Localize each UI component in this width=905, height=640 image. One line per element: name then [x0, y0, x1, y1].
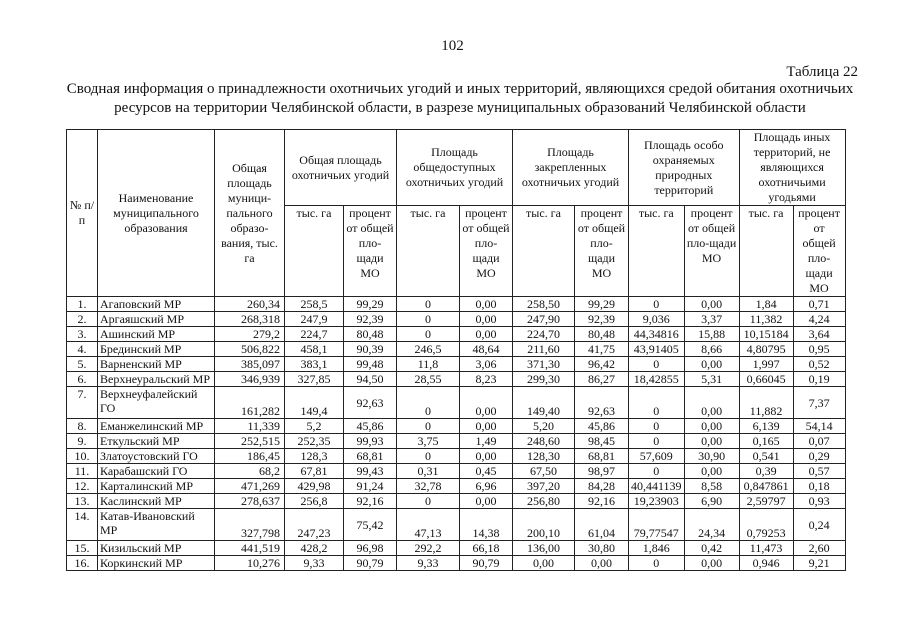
cell-public-percent: 1,49 — [460, 434, 513, 449]
cell-protected-percent: 0,00 — [684, 387, 739, 419]
cell-public-area: 0 — [397, 327, 460, 342]
cell-public-area: 0,31 — [397, 464, 460, 479]
cell-hunting-area: 458,1 — [285, 342, 344, 357]
cell-public-percent: 3,06 — [460, 357, 513, 372]
subheader-thousand-ha: тыс. га — [285, 206, 344, 297]
cell-hunting-percent: 90,39 — [344, 342, 397, 357]
cell-hunting-percent: 80,48 — [344, 327, 397, 342]
cell-assigned-percent: 92,16 — [575, 494, 629, 509]
cell-protected-percent: 24,34 — [684, 509, 739, 541]
cell-municipality: Верхнеуральский МР — [98, 372, 215, 387]
cell-number: 12. — [67, 479, 98, 494]
cell-public-percent: 0,00 — [460, 387, 513, 419]
cell-assigned-area: 224,70 — [513, 327, 575, 342]
header-hunting-area: Общая площадь охотничьих угодий — [285, 130, 397, 206]
table-row — [67, 541, 846, 556]
cell-other-percent: 0,57 — [793, 464, 845, 479]
cell-other-area: 11,382 — [739, 312, 793, 327]
cell-other-percent: 0,29 — [793, 449, 845, 464]
cell-other-area: 11,882 — [739, 387, 793, 419]
cell-assigned-area: 5,20 — [513, 419, 575, 434]
cell-hunting-percent: 75,42 — [344, 509, 397, 541]
cell-protected-percent: 8,58 — [684, 479, 739, 494]
cell-public-percent: 14,38 — [460, 509, 513, 541]
cell-number: 10. — [67, 449, 98, 464]
cell-municipality: Брединский МР — [98, 342, 215, 357]
table-row — [67, 494, 846, 509]
cell-hunting-area: 258,5 — [285, 297, 344, 312]
cell-other-percent: 7,37 — [793, 387, 845, 419]
cell-other-percent: 0,93 — [793, 494, 845, 509]
cell-public-percent: 0,45 — [460, 464, 513, 479]
cell-other-area: 1,84 — [739, 297, 793, 312]
cell-protected-percent: 0,42 — [684, 541, 739, 556]
cell-municipality: Катав-Ивановский МР — [98, 509, 215, 541]
cell-public-area: 11,8 — [397, 357, 460, 372]
cell-total-area: 11,339 — [215, 419, 285, 434]
cell-hunting-area: 9,33 — [285, 556, 344, 571]
cell-other-percent: 2,60 — [793, 541, 845, 556]
cell-hunting-percent: 94,50 — [344, 372, 397, 387]
table-row — [67, 372, 846, 387]
table-row — [67, 342, 846, 357]
cell-hunting-area: 256,8 — [285, 494, 344, 509]
subheader-thousand-ha: тыс. га — [629, 206, 685, 297]
table-body — [67, 297, 846, 571]
cell-protected-area: 0 — [629, 357, 685, 372]
table-row — [67, 357, 846, 372]
cell-public-area: 0 — [397, 387, 460, 419]
cell-municipality: Агаповский МР — [98, 297, 215, 312]
cell-other-area: 0,946 — [739, 556, 793, 571]
cell-protected-percent: 0,00 — [684, 357, 739, 372]
cell-protected-percent: 8,66 — [684, 342, 739, 357]
cell-assigned-area: 258,50 — [513, 297, 575, 312]
cell-protected-area: 18,42855 — [629, 372, 685, 387]
cell-protected-percent: 0,00 — [684, 434, 739, 449]
cell-hunting-area: 383,1 — [285, 357, 344, 372]
cell-protected-area: 57,609 — [629, 449, 685, 464]
cell-number: 14. — [67, 509, 98, 541]
cell-total-area: 161,282 — [215, 387, 285, 419]
cell-public-area: 0 — [397, 419, 460, 434]
cell-assigned-percent: 30,80 — [575, 541, 629, 556]
cell-assigned-area: 67,50 — [513, 464, 575, 479]
cell-hunting-percent: 92,16 — [344, 494, 397, 509]
cell-number: 2. — [67, 312, 98, 327]
cell-hunting-area: 128,3 — [285, 449, 344, 464]
table-row — [67, 464, 846, 479]
cell-hunting-area: 247,23 — [285, 509, 344, 541]
table-row — [67, 556, 846, 571]
cell-other-area: 0,165 — [739, 434, 793, 449]
cell-public-percent: 6,96 — [460, 479, 513, 494]
cell-number: 5. — [67, 357, 98, 372]
cell-public-area: 0 — [397, 312, 460, 327]
cell-assigned-percent: 96,42 — [575, 357, 629, 372]
cell-total-area: 471,269 — [215, 479, 285, 494]
cell-hunting-area: 67,81 — [285, 464, 344, 479]
cell-protected-area: 0 — [629, 419, 685, 434]
cell-municipality: Златоустовский ГО — [98, 449, 215, 464]
cell-municipality: Кизильский МР — [98, 541, 215, 556]
cell-assigned-area: 149,40 — [513, 387, 575, 419]
cell-protected-percent: 0,00 — [684, 297, 739, 312]
cell-protected-percent: 30,90 — [684, 449, 739, 464]
cell-other-percent: 0,19 — [793, 372, 845, 387]
cell-public-area: 47,13 — [397, 509, 460, 541]
subheader-thousand-ha: тыс. га — [397, 206, 460, 297]
cell-municipality: Карабашский ГО — [98, 464, 215, 479]
header-other-area: Площадь иных территорий, не являющихся охотничьими угодьями — [739, 130, 845, 206]
cell-number: 8. — [67, 419, 98, 434]
cell-public-area: 9,33 — [397, 556, 460, 571]
cell-public-percent: 48,64 — [460, 342, 513, 357]
cell-public-area: 3,75 — [397, 434, 460, 449]
subheader-thousand-ha: тыс. га — [513, 206, 575, 297]
cell-assigned-area: 247,90 — [513, 312, 575, 327]
cell-other-area: 4,80795 — [739, 342, 793, 357]
cell-public-percent: 0,00 — [460, 312, 513, 327]
cell-hunting-percent: 99,93 — [344, 434, 397, 449]
cell-protected-percent: 0,00 — [684, 556, 739, 571]
cell-hunting-percent: 92,63 — [344, 387, 397, 419]
cell-assigned-percent: 45,86 — [575, 419, 629, 434]
cell-municipality: Верхнеуфалейский ГО — [98, 387, 215, 419]
cell-public-area: 0 — [397, 449, 460, 464]
cell-total-area: 10,276 — [215, 556, 285, 571]
cell-protected-area: 9,036 — [629, 312, 685, 327]
cell-public-area: 0 — [397, 494, 460, 509]
cell-number: 16. — [67, 556, 98, 571]
cell-assigned-area: 128,30 — [513, 449, 575, 464]
cell-total-area: 252,515 — [215, 434, 285, 449]
cell-other-percent: 0,24 — [793, 509, 845, 541]
cell-number: 1. — [67, 297, 98, 312]
cell-public-percent: 0,00 — [460, 327, 513, 342]
subheader-percent: процент от общей пло-щади МО — [684, 206, 739, 297]
cell-other-percent: 54,14 — [793, 419, 845, 434]
cell-number: 7. — [67, 387, 98, 419]
cell-assigned-percent: 98,97 — [575, 464, 629, 479]
cell-protected-percent: 0,00 — [684, 419, 739, 434]
cell-protected-percent: 5,31 — [684, 372, 739, 387]
cell-number: 11. — [67, 464, 98, 479]
cell-other-area: 6,139 — [739, 419, 793, 434]
cell-assigned-percent: 41,75 — [575, 342, 629, 357]
cell-assigned-percent: 0,00 — [575, 556, 629, 571]
cell-municipality: Карталинский МР — [98, 479, 215, 494]
cell-assigned-area: 371,30 — [513, 357, 575, 372]
table-row — [67, 419, 846, 434]
cell-assigned-area: 248,60 — [513, 434, 575, 449]
table-row — [67, 449, 846, 464]
header-total-area: Общая площадь муници-пального образо-вания, тыс. га — [215, 130, 285, 297]
table-caption: Сводная информация о принадлежности охотничьих угодий и иных территорий, являющихся средой обитания охотничьих ресурсов на территории Челябинской области, в разрезе муниципальных образований Челябинской области — [66, 81, 854, 116]
cell-protected-area: 0 — [629, 297, 685, 312]
cell-other-area: 0,66045 — [739, 372, 793, 387]
cell-municipality: Еманжелинский МР — [98, 419, 215, 434]
table-row — [67, 312, 846, 327]
cell-total-area: 260,34 — [215, 297, 285, 312]
cell-protected-percent: 3,37 — [684, 312, 739, 327]
cell-public-percent: 8,23 — [460, 372, 513, 387]
cell-assigned-area: 200,10 — [513, 509, 575, 541]
cell-number: 15. — [67, 541, 98, 556]
cell-hunting-percent: 90,79 — [344, 556, 397, 571]
cell-other-area: 11,473 — [739, 541, 793, 556]
cell-hunting-area: 252,35 — [285, 434, 344, 449]
cell-assigned-area: 0,00 — [513, 556, 575, 571]
cell-total-area: 441,519 — [215, 541, 285, 556]
cell-protected-percent: 0,00 — [684, 464, 739, 479]
cell-public-area: 32,78 — [397, 479, 460, 494]
cell-municipality: Ашинский МР — [98, 327, 215, 342]
cell-other-area: 0,79253 — [739, 509, 793, 541]
cell-total-area: 346,939 — [215, 372, 285, 387]
cell-protected-area: 0 — [629, 556, 685, 571]
cell-assigned-percent: 99,29 — [575, 297, 629, 312]
cell-total-area: 279,2 — [215, 327, 285, 342]
cell-hunting-percent: 99,48 — [344, 357, 397, 372]
cell-total-area: 506,822 — [215, 342, 285, 357]
cell-assigned-percent: 61,04 — [575, 509, 629, 541]
cell-protected-area: 43,91405 — [629, 342, 685, 357]
cell-public-percent: 66,18 — [460, 541, 513, 556]
cell-hunting-area: 5,2 — [285, 419, 344, 434]
cell-assigned-area: 136,00 — [513, 541, 575, 556]
table-number: Таблица 22 — [786, 64, 858, 80]
table-row — [67, 434, 846, 449]
cell-hunting-percent: 99,29 — [344, 297, 397, 312]
cell-other-percent: 9,21 — [793, 556, 845, 571]
cell-number: 3. — [67, 327, 98, 342]
cell-public-percent: 0,00 — [460, 297, 513, 312]
cell-other-percent: 0,52 — [793, 357, 845, 372]
cell-protected-area: 40,441139 — [629, 479, 685, 494]
subheader-percent: процент от общей пло-щади МО — [793, 206, 845, 297]
cell-protected-area: 1,846 — [629, 541, 685, 556]
cell-hunting-percent: 99,43 — [344, 464, 397, 479]
cell-total-area: 385,097 — [215, 357, 285, 372]
cell-public-area: 246,5 — [397, 342, 460, 357]
cell-hunting-area: 429,98 — [285, 479, 344, 494]
cell-other-area: 1,997 — [739, 357, 793, 372]
header-municipality-name: Наименование муниципального образования — [98, 130, 215, 297]
cell-municipality: Каслинский МР — [98, 494, 215, 509]
cell-hunting-percent: 91,24 — [344, 479, 397, 494]
cell-assigned-area: 397,20 — [513, 479, 575, 494]
cell-protected-area: 0 — [629, 464, 685, 479]
cell-assigned-area: 299,30 — [513, 372, 575, 387]
cell-other-percent: 4,24 — [793, 312, 845, 327]
table-header — [67, 130, 846, 297]
cell-assigned-percent: 92,39 — [575, 312, 629, 327]
cell-municipality: Еткульский МР — [98, 434, 215, 449]
cell-number: 4. — [67, 342, 98, 357]
table-row — [67, 297, 846, 312]
subheader-percent: процент от общей пло-щади МО — [575, 206, 629, 297]
cell-other-percent: 0,95 — [793, 342, 845, 357]
cell-municipality: Аргаяшский МР — [98, 312, 215, 327]
subheader-percent: процент от общей пло-щади МО — [344, 206, 397, 297]
page-number: 102 — [441, 38, 464, 54]
cell-total-area: 186,45 — [215, 449, 285, 464]
cell-hunting-percent: 92,39 — [344, 312, 397, 327]
cell-assigned-percent: 68,81 — [575, 449, 629, 464]
table-row — [67, 387, 846, 419]
cell-protected-area: 0 — [629, 434, 685, 449]
cell-public-percent: 0,00 — [460, 419, 513, 434]
cell-protected-area: 0 — [629, 387, 685, 419]
cell-protected-percent: 6,90 — [684, 494, 739, 509]
cell-public-area: 0 — [397, 297, 460, 312]
cell-number: 6. — [67, 372, 98, 387]
cell-number: 9. — [67, 434, 98, 449]
cell-hunting-area: 428,2 — [285, 541, 344, 556]
table-row — [67, 509, 846, 541]
cell-protected-percent: 15,88 — [684, 327, 739, 342]
cell-assigned-area: 256,80 — [513, 494, 575, 509]
cell-hunting-area: 149,4 — [285, 387, 344, 419]
subheader-thousand-ha: тыс. га — [739, 206, 793, 297]
cell-protected-area: 79,77547 — [629, 509, 685, 541]
header-protected-area: Площадь особо охраняемых природных территорий — [629, 130, 740, 206]
cell-assigned-area: 211,60 — [513, 342, 575, 357]
cell-public-area: 292,2 — [397, 541, 460, 556]
cell-hunting-percent: 45,86 — [344, 419, 397, 434]
cell-other-area: 2,59797 — [739, 494, 793, 509]
cell-other-area: 0,39 — [739, 464, 793, 479]
cell-other-area: 10,15184 — [739, 327, 793, 342]
cell-hunting-percent: 96,98 — [344, 541, 397, 556]
cell-other-percent: 3,64 — [793, 327, 845, 342]
cell-hunting-area: 247,9 — [285, 312, 344, 327]
subheader-percent: процент от общей пло-щади МО — [460, 206, 513, 297]
cell-other-percent: 0,18 — [793, 479, 845, 494]
cell-assigned-percent: 92,63 — [575, 387, 629, 419]
cell-municipality: Варненский МР — [98, 357, 215, 372]
cell-number: 13. — [67, 494, 98, 509]
cell-total-area: 327,798 — [215, 509, 285, 541]
header-number: № п/п — [67, 130, 98, 297]
cell-hunting-area: 327,85 — [285, 372, 344, 387]
cell-protected-area: 19,23903 — [629, 494, 685, 509]
municipal-hunting-land-table — [66, 129, 846, 571]
header-public-area: Площадь общедоступных охотничьих угодий — [397, 130, 513, 206]
cell-other-area: 0,847861 — [739, 479, 793, 494]
cell-public-percent: 90,79 — [460, 556, 513, 571]
header-assigned-area: Площадь закрепленных охотничьих угодий — [513, 130, 629, 206]
cell-other-percent: 0,71 — [793, 297, 845, 312]
cell-assigned-percent: 98,45 — [575, 434, 629, 449]
cell-assigned-percent: 84,28 — [575, 479, 629, 494]
cell-total-area: 268,318 — [215, 312, 285, 327]
cell-municipality: Коркинский МР — [98, 556, 215, 571]
cell-assigned-percent: 86,27 — [575, 372, 629, 387]
cell-total-area: 278,637 — [215, 494, 285, 509]
cell-public-area: 28,55 — [397, 372, 460, 387]
cell-protected-area: 44,34816 — [629, 327, 685, 342]
cell-total-area: 68,2 — [215, 464, 285, 479]
cell-public-percent: 0,00 — [460, 449, 513, 464]
table-row — [67, 327, 846, 342]
cell-assigned-percent: 80,48 — [575, 327, 629, 342]
cell-other-percent: 0,07 — [793, 434, 845, 449]
cell-public-percent: 0,00 — [460, 494, 513, 509]
cell-other-area: 0,541 — [739, 449, 793, 464]
table-row — [67, 479, 846, 494]
cell-hunting-percent: 68,81 — [344, 449, 397, 464]
cell-hunting-area: 224,7 — [285, 327, 344, 342]
